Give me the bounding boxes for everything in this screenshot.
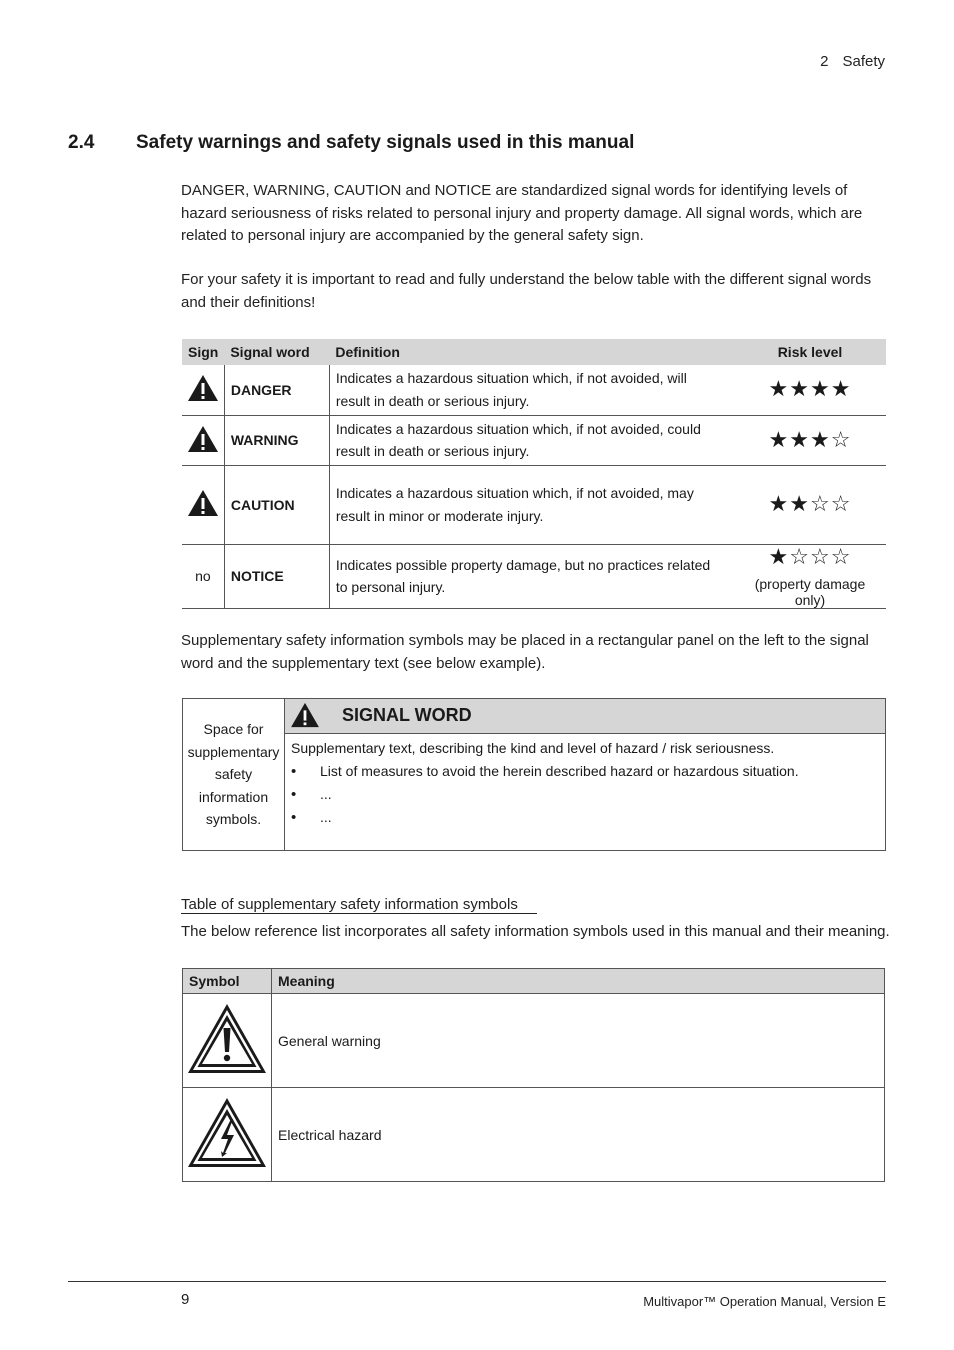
intro-paragraph-2: For your safety it is important to read and fully understand the below table with the different signal words and their definitions!: [181, 271, 872, 311]
symbols-table: [182, 968, 885, 1182]
table-row: [182, 465, 886, 544]
table-row: [182, 544, 886, 608]
document-title: Multivapor™ Operation Manual, Version E: [643, 1294, 886, 1309]
signal-word-label: SIGNAL WORD: [342, 705, 472, 725]
definition: Indicates possible property damage, but no practices related to personal injury.: [329, 544, 734, 608]
warning-triangle-icon: [187, 489, 219, 517]
warning-triangle-icon: [187, 374, 219, 402]
list-item: • List of measures to avoid the herein described hazard or hazardous situation.: [291, 760, 877, 783]
sign-cell: no: [182, 544, 224, 608]
panel-body: [291, 737, 877, 829]
table-row: [182, 415, 886, 465]
footer-rule: [68, 1281, 886, 1282]
chapter-title: Safety: [842, 53, 885, 70]
symbol-cell: [183, 994, 272, 1088]
risk-level: [734, 544, 886, 608]
risk-stars: ★☆☆☆: [768, 544, 852, 570]
risk-stars: ★★★★: [768, 377, 852, 403]
signal-word: WARNING: [224, 415, 329, 465]
measures-list: [291, 760, 877, 829]
table-row: [183, 994, 885, 1088]
definition: Indicates a hazardous situation which, if not avoided, may result in minor or moderate injury.: [329, 465, 734, 544]
symbols-header-row: [183, 969, 885, 994]
warning-triangle-icon: [290, 702, 320, 728]
sign-cell: [182, 415, 224, 465]
symbol-cell: [183, 1088, 272, 1182]
warning-triangle-icon: [187, 425, 219, 453]
symbol-meaning: Electrical hazard: [272, 1088, 885, 1182]
risk-level: [734, 415, 886, 465]
header-meaning: Meaning: [272, 969, 885, 994]
table-row: [183, 1088, 885, 1182]
section-title: Safety warnings and safety signals used in this manual: [136, 132, 635, 153]
supplementary-text: Supplementary text, describing the kind and level of hazard / risk seriousness.: [291, 740, 775, 756]
table-row: [182, 365, 886, 415]
header-signal-word: Signal word: [224, 339, 329, 365]
signal-word: DANGER: [224, 365, 329, 415]
definition: Indicates a hazardous situation which, if not avoided, will result in death or serious injury.: [329, 365, 734, 415]
example-safety-panel: [182, 698, 886, 851]
section-number: 2.4: [68, 132, 95, 153]
symbol-space-text: Space for supplementary safety information symbols.: [187, 721, 280, 828]
general-warning-icon: [185, 1001, 269, 1077]
signal-word: CAUTION: [224, 465, 329, 544]
signal-table-header-row: [182, 339, 886, 365]
intro-paragraph-1: DANGER, WARNING, CAUTION and NOTICE are standardized signal words for identifying levels of hazard seriousness of risks related to personal injury and property damage. All signal words, which are related to personal injury are accompanied by the general safety sign.: [181, 182, 863, 244]
risk-level: [734, 365, 886, 415]
symbols-table-title: Table of supplementary safety information symbols: [181, 896, 537, 914]
page-number: 9: [181, 1291, 190, 1308]
header-definition: Definition: [329, 339, 734, 365]
electrical-hazard-icon: [185, 1095, 269, 1171]
list-item: • ...: [291, 806, 877, 829]
definition: Indicates a hazardous situation which, if not avoided, could result in death or serious injury.: [329, 415, 734, 465]
risk-level: [734, 465, 886, 544]
signal-word: NOTICE: [224, 544, 329, 608]
header-symbol: Symbol: [183, 969, 272, 994]
header-sign: Sign: [182, 339, 224, 365]
chapter-number: 2: [820, 53, 829, 70]
sign-cell: [182, 365, 224, 415]
symbols-description: The below reference list incorporates all safety information symbols used in this manual and their meaning.: [181, 923, 890, 940]
risk-note: (property damage only): [754, 575, 866, 608]
header-risk-level: Risk level: [734, 339, 886, 365]
sign-cell: [182, 465, 224, 544]
risk-stars: ★★★☆: [768, 427, 852, 453]
signal-word-header: [285, 699, 885, 734]
symbol-meaning: General warning: [272, 994, 885, 1088]
running-header: [820, 53, 885, 70]
list-item: • ...: [291, 783, 877, 806]
symbol-space: [183, 699, 285, 850]
risk-stars: ★★☆☆: [768, 492, 852, 517]
signal-word-table: [182, 339, 886, 609]
supplementary-paragraph: Supplementary safety information symbols may be placed in a rectangular panel on the left to the signal word and the supplementary text (see below example).: [181, 632, 869, 672]
